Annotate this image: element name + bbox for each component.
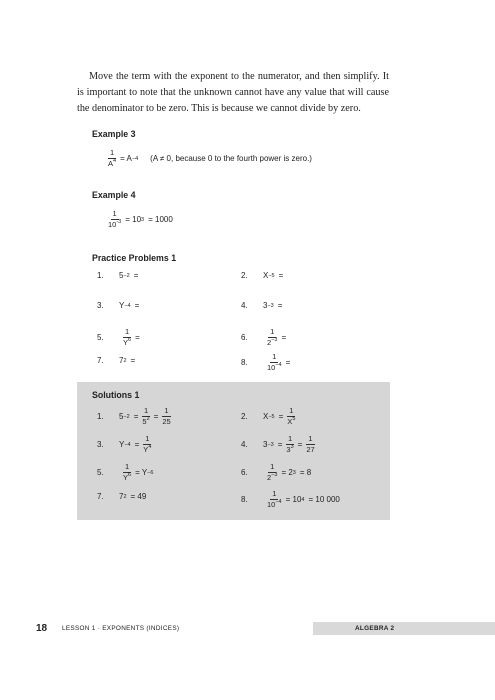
practice-problem-1: 1. 5 −2 = (97, 271, 139, 280)
footer-book-title: ALGEBRA 2 (355, 625, 395, 632)
fraction: $\frac{1}{25}$ (162, 406, 171, 426)
practice-problem-4: 4. 3 −3 = (241, 301, 283, 310)
solution-6: 6. $\frac{1}{2^{-3}}$ = 2 3 = 8 (241, 462, 312, 482)
fraction: $\frac{1}{27}$ (306, 434, 315, 454)
practice-problem-6: 6. $\frac{1}{2^{-3}}$ = (241, 327, 287, 347)
page-number: 18 (36, 623, 48, 634)
fraction: $\frac{1}{10^{-4}}$ (267, 489, 282, 509)
solution-4: 4. 3 −3 = $\frac{1}{3^3}$ = $\frac{1}{27}$ (241, 434, 315, 454)
fraction: $\frac{1}{Y^4}$ (143, 434, 152, 454)
fraction: $\frac{1}{Y^6}$ (123, 327, 132, 347)
solution-2: 2. X −5 = $\frac{1}{X^5}$ (241, 406, 296, 426)
footer-bar (313, 622, 495, 635)
fraction: $\frac{1}{3^3}$ (286, 434, 294, 454)
fraction: $\frac{1}{2^{-3}}$ (267, 462, 278, 482)
practice-problem-2: 2. X −5 = (241, 271, 284, 280)
fraction: $\frac{1}{5^2}$ (142, 406, 150, 426)
fraction: $\frac{1}{X^5}$ (287, 406, 296, 426)
practice-problem-7: 7. 7 2 = (97, 356, 136, 365)
solution-5: 5. $\frac{1}{Y^6}$ = Y −6 (97, 462, 154, 482)
footer-lesson-title: LESSON 1 · EXPONENTS (INDICES) (62, 625, 180, 632)
fraction: $\frac{1}{10^{-4}}$ (267, 352, 282, 372)
solution-8: 8. $\frac{1}{10^{-4}}$ = 10 4 = 10 000 (241, 489, 340, 509)
solution-7: 7. 7 2 = 49 (97, 492, 147, 501)
practice-problem-8: 8. $\frac{1}{10^{-4}}$ = (241, 352, 291, 372)
solution-1: 1. 5 −2 = $\frac{1}{5^2}$ = $\frac{1}{25}$ (97, 406, 171, 426)
practice-problem-5: 5. $\frac{1}{Y^6}$ = (97, 327, 140, 347)
solutions-heading: Solutions 1 (92, 390, 140, 400)
practice-problem-3: 3. Y −4 = (97, 301, 140, 310)
practice-heading: Practice Problems 1 (92, 253, 177, 263)
example-3-note: (A ≠ 0, because 0 to the fourth power is zero.) (150, 154, 312, 163)
example-4-equation: $\frac{1}{10^{-3}}$ = 10 3 = 1000 (108, 209, 173, 229)
example-3-heading: Example 3 (92, 129, 136, 139)
intro-paragraph: Move the term with the exponent to the numerator, and then simplify. It is important to note that the unknown cannot have any value that will cause the denominator to be zero. This is because we cannot divide by zero. (77, 71, 389, 114)
fraction: $\frac{1}{Y^6}$ (123, 462, 132, 482)
fraction: $\frac{1}{2^{-3}}$ (267, 327, 278, 347)
example-3-equation: $\frac{1}{A^4}$ = A −4 (A ≠ 0, because 0 to the fourth power is zero.) (108, 148, 312, 168)
fraction: $\frac{1}{10^{-3}}$ (108, 209, 122, 229)
example-4-heading: Example 4 (92, 190, 136, 200)
fraction: $\frac{1}{A^4}$ (108, 148, 117, 168)
solution-3: 3. Y −4 = $\frac{1}{Y^4}$ (97, 434, 152, 454)
